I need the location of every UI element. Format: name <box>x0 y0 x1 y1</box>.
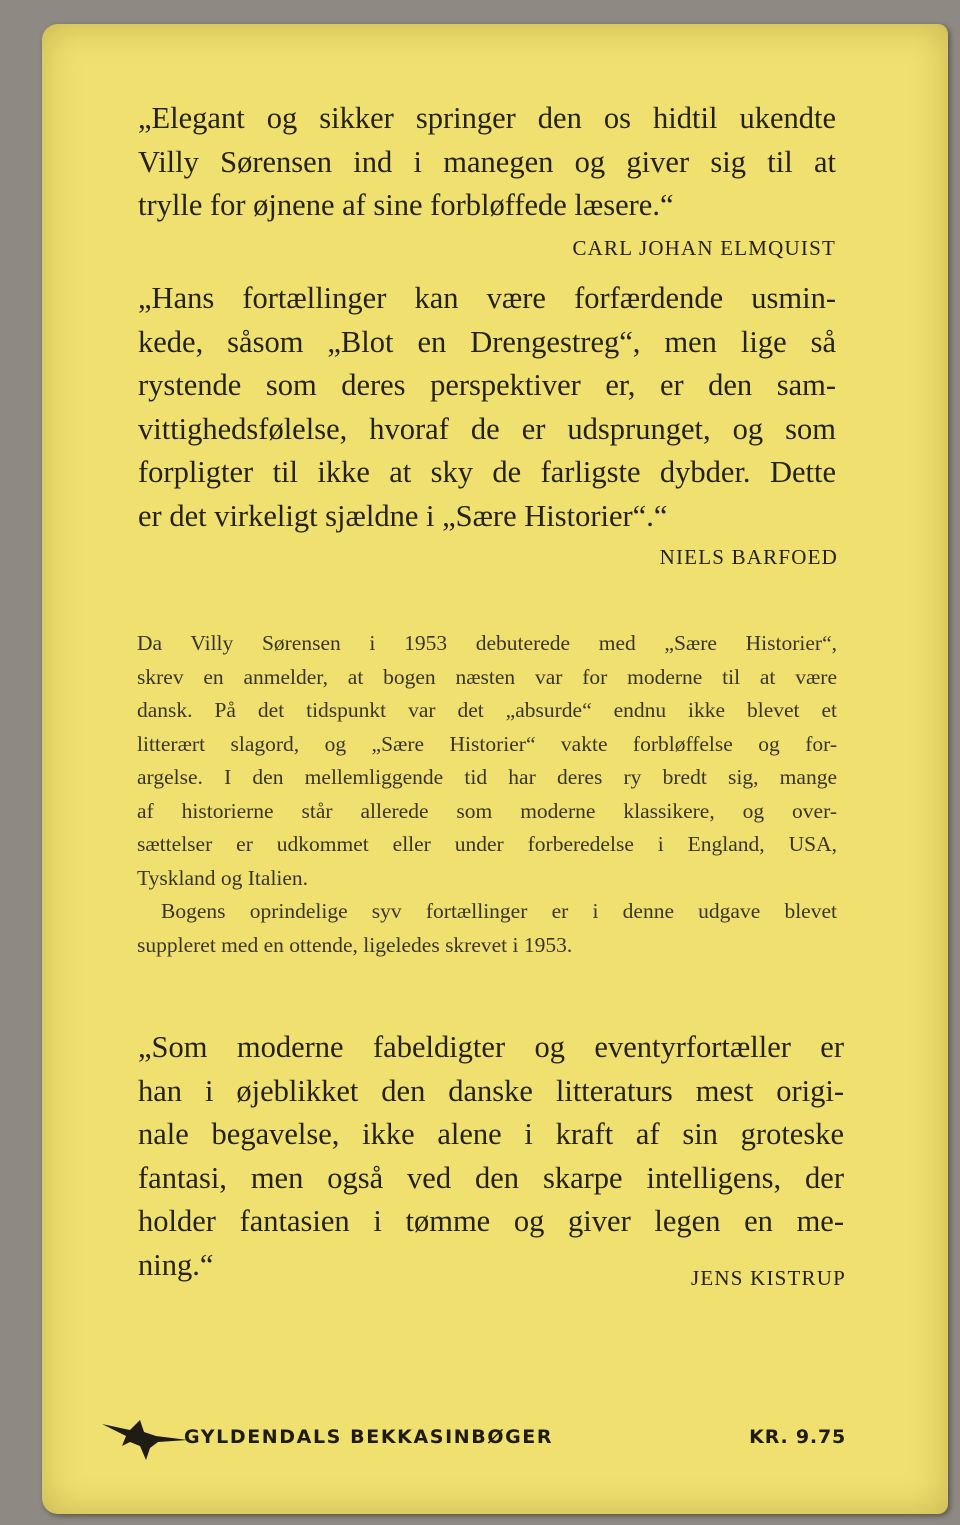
quote-author-barfoed: NIELS BARFOED <box>659 545 838 569</box>
description-line: sættelser er udkommet eller under forberedelse i England, USA, <box>137 832 837 856</box>
quote-line: rystende som deres perspektiver er, er den sam- <box>138 368 836 402</box>
quote-barfoed <box>138 277 836 538</box>
quote-line: „Hans fortællinger kan være forfærdende usmin- <box>138 281 836 315</box>
quote-kistrup <box>138 1026 844 1287</box>
quote-author-kistrup: JENS KISTRUP <box>690 1266 846 1290</box>
description-line: Da Villy Sørensen i 1953 debuterede med „Sære Historier“, <box>137 631 837 655</box>
quote-line: kede, såsom „Blot en Drengestreg“, men lige så <box>138 324 836 359</box>
description-line: suppleret med en ottende, ligeledes skrevet i 1953. <box>137 932 573 957</box>
description-line: skrev en anmelder, at bogen næsten var for moderne til at være <box>137 664 837 689</box>
quote-line: holder fantasien i tømme og giver legen en me- <box>138 1204 844 1238</box>
snipe-bird-icon <box>100 1416 190 1465</box>
publisher-name: GYLDENDALS BEKKASINBØGER <box>184 1426 554 1448</box>
quote-line: trylle for øjnene af sine forbløffede læsere.“ <box>138 188 674 222</box>
description-line: litterært slagord, og „Sære Historier“ vakte forbløffelse og for- <box>137 731 837 756</box>
description-line: af historierne står allerede som moderne klassikere, og over- <box>137 798 837 823</box>
description-line: argelse. I den mellemliggende tid har deres ry bredt sig, mange <box>137 765 837 789</box>
quote-line: Villy Sørensen ind i manegen og giver sig til at <box>138 144 836 179</box>
quote-line: han i øjeblikket den danske litteraturs mest origi- <box>138 1073 844 1108</box>
description-line: Tyskland og Italien. <box>137 865 309 890</box>
quote-line: er det virkeligt sjældne i „Sære Historier“.“ <box>138 498 668 533</box>
quote-line: vittighedsfølelse, hvoraf de er udsprunget, og som <box>138 411 836 446</box>
quote-line: ning.“ <box>138 1247 214 1282</box>
quote-line: nale begavelse, ikke alene i kraft af sin groteske <box>138 1117 844 1151</box>
book-description <box>137 627 837 962</box>
quote-author-elmquist: CARL JOHAN ELMQUIST <box>572 236 836 260</box>
quote-line: fantasi, men også ved den skarpe intelligens, der <box>138 1160 844 1195</box>
quote-elmquist <box>138 97 836 228</box>
price-label: KR. 9.75 <box>749 1426 846 1448</box>
quote-line: forpligter til ikke at sky de farligste dybder. Dette <box>138 455 836 489</box>
quote-line: „Elegant og sikker springer den os hidtil ukendte <box>138 101 836 135</box>
quote-line: „Som moderne fabeldigter og eventyrfortæller er <box>138 1030 844 1064</box>
description-line: dansk. På det tidspunkt var det „absurde“ endnu ikke blevet et <box>137 698 837 722</box>
description-line: Bogens oprindelige syv fortællinger er i denne udgave blevet <box>161 899 837 923</box>
